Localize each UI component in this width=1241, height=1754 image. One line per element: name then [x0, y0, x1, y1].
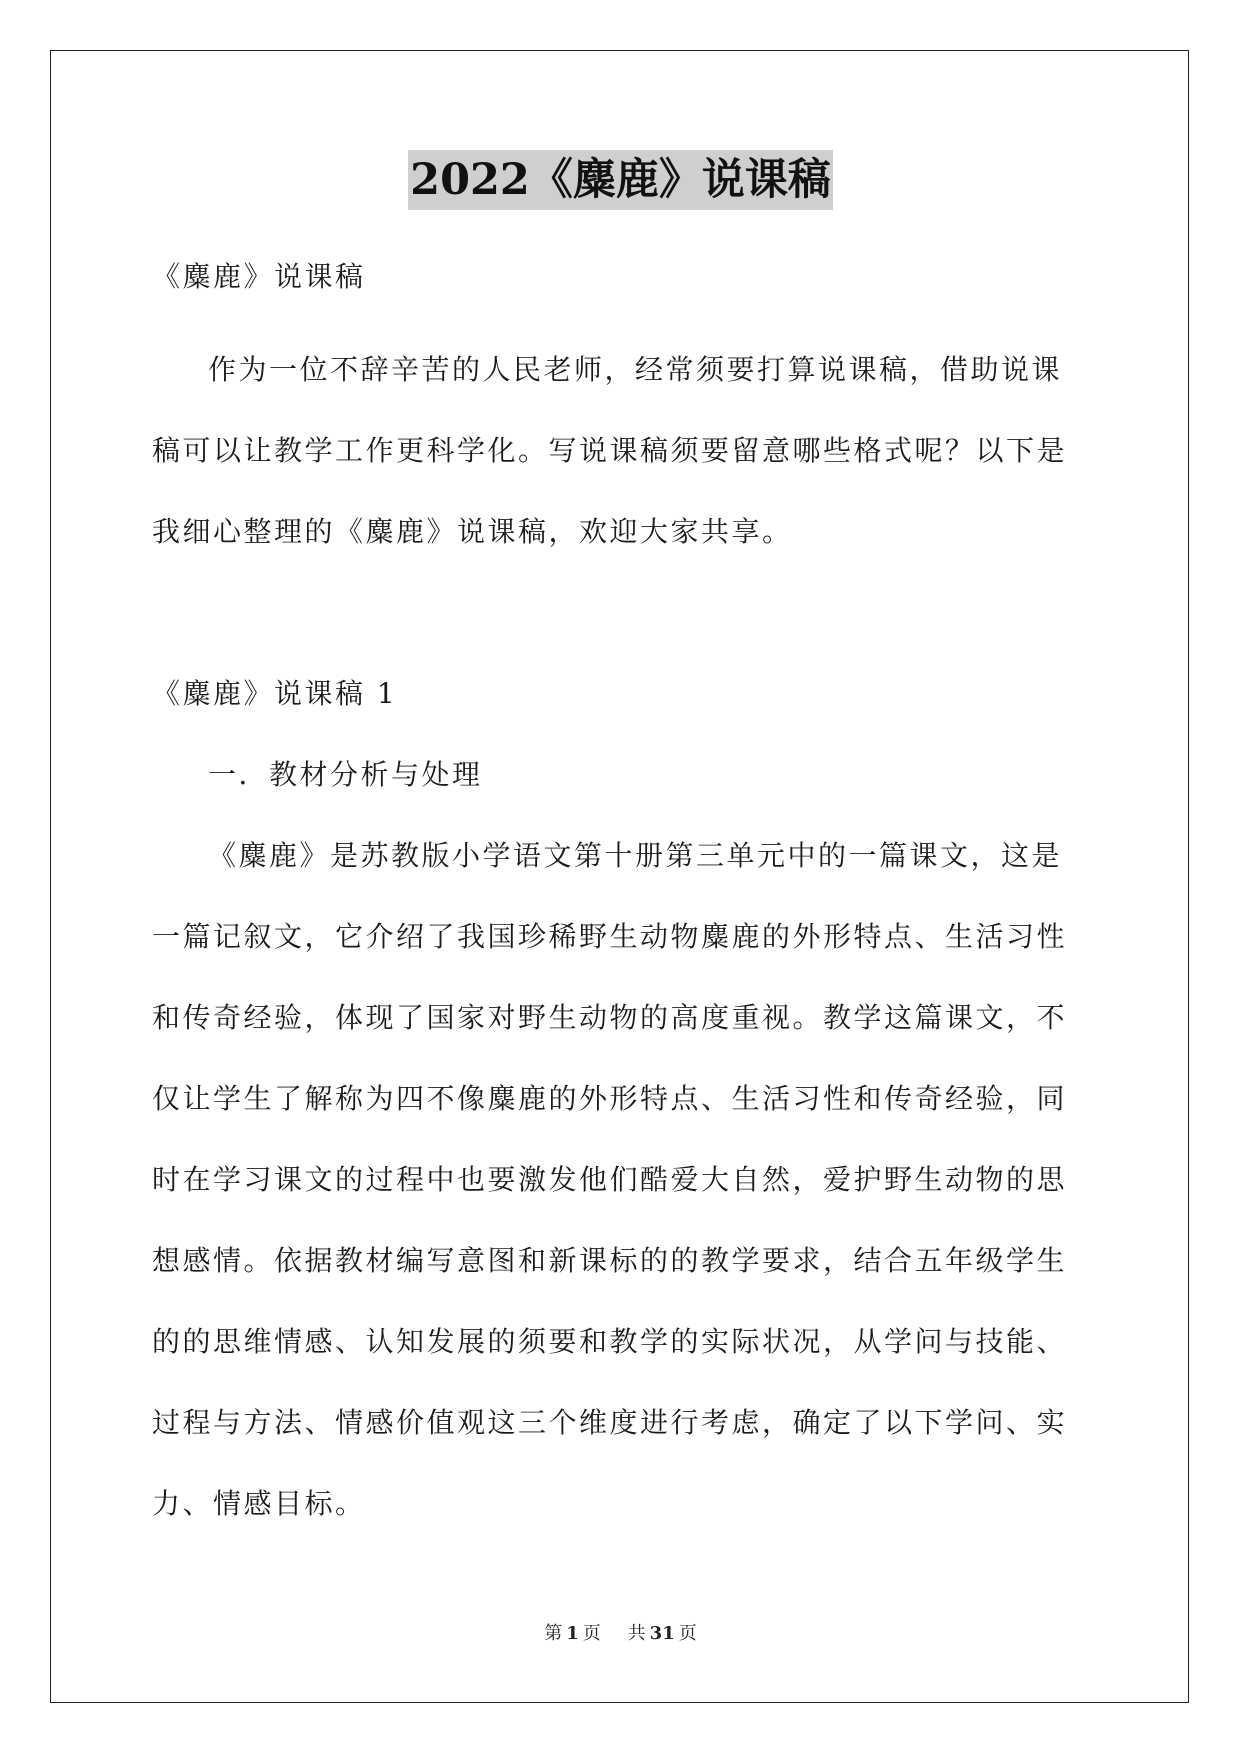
- intro-line-1: 作为一位不辞辛苦的人民老师，经常须要打算说课稿，借助说课: [208, 353, 1063, 386]
- body-line-4: 仅让学生了解称为四不像麋鹿的外形特点、生活习性和传奇经验，同: [152, 1082, 1068, 1115]
- section-heading: 《麋鹿》说课稿 1: [152, 677, 398, 710]
- total-label: 共: [627, 1623, 646, 1644]
- intro-line-2: 稿可以让教学工作更科学化。写说课稿须要留意哪些格式呢？以下是: [152, 434, 1068, 467]
- body-line-9: 力、情感目标。: [152, 1487, 366, 1520]
- page-border: [50, 50, 1189, 1703]
- document-title: [0, 150, 1241, 210]
- total-pages: 31: [649, 1623, 675, 1644]
- total-unit: 页: [678, 1623, 697, 1644]
- body-line-7: 的的思维情感、认知发展的须要和教学的实际状况，从学问与技能、: [152, 1325, 1068, 1358]
- body-line-6: 想感情。依据教材编写意图和新课标的的教学要求，结合五年级学生: [152, 1244, 1068, 1277]
- intro-line-3: 我细心整理的《麋鹿》说课稿，欢迎大家共享。: [152, 515, 793, 548]
- page-footer: [0, 1622, 1241, 1646]
- page-unit: 页: [582, 1623, 601, 1644]
- document-subtitle: 《麋鹿》说课稿: [152, 260, 366, 293]
- body-line-1: 《麋鹿》是苏教版小学语文第十册第三单元中的一篇课文，这是: [208, 839, 1063, 872]
- body-line-5: 时在学习课文的过程中也要激发他们酷爱大自然，爱护野生动物的思: [152, 1163, 1068, 1196]
- part-heading: 一．教材分析与处理: [208, 758, 483, 791]
- body-line-8: 过程与方法、情感价值观这三个维度进行考虑，确定了以下学问、实: [152, 1406, 1068, 1439]
- body-line-3: 和传奇经验，体现了国家对野生动物的高度重视。教学这篇课文，不: [152, 1001, 1068, 1034]
- page-number: 1: [566, 1623, 579, 1644]
- page-label: 第: [544, 1623, 563, 1644]
- body-line-2: 一篇记叙文，它介绍了我国珍稀野生动物麋鹿的外形特点、生活习性: [152, 920, 1068, 953]
- document-title-text: 2022《麋鹿》说课稿: [408, 150, 833, 210]
